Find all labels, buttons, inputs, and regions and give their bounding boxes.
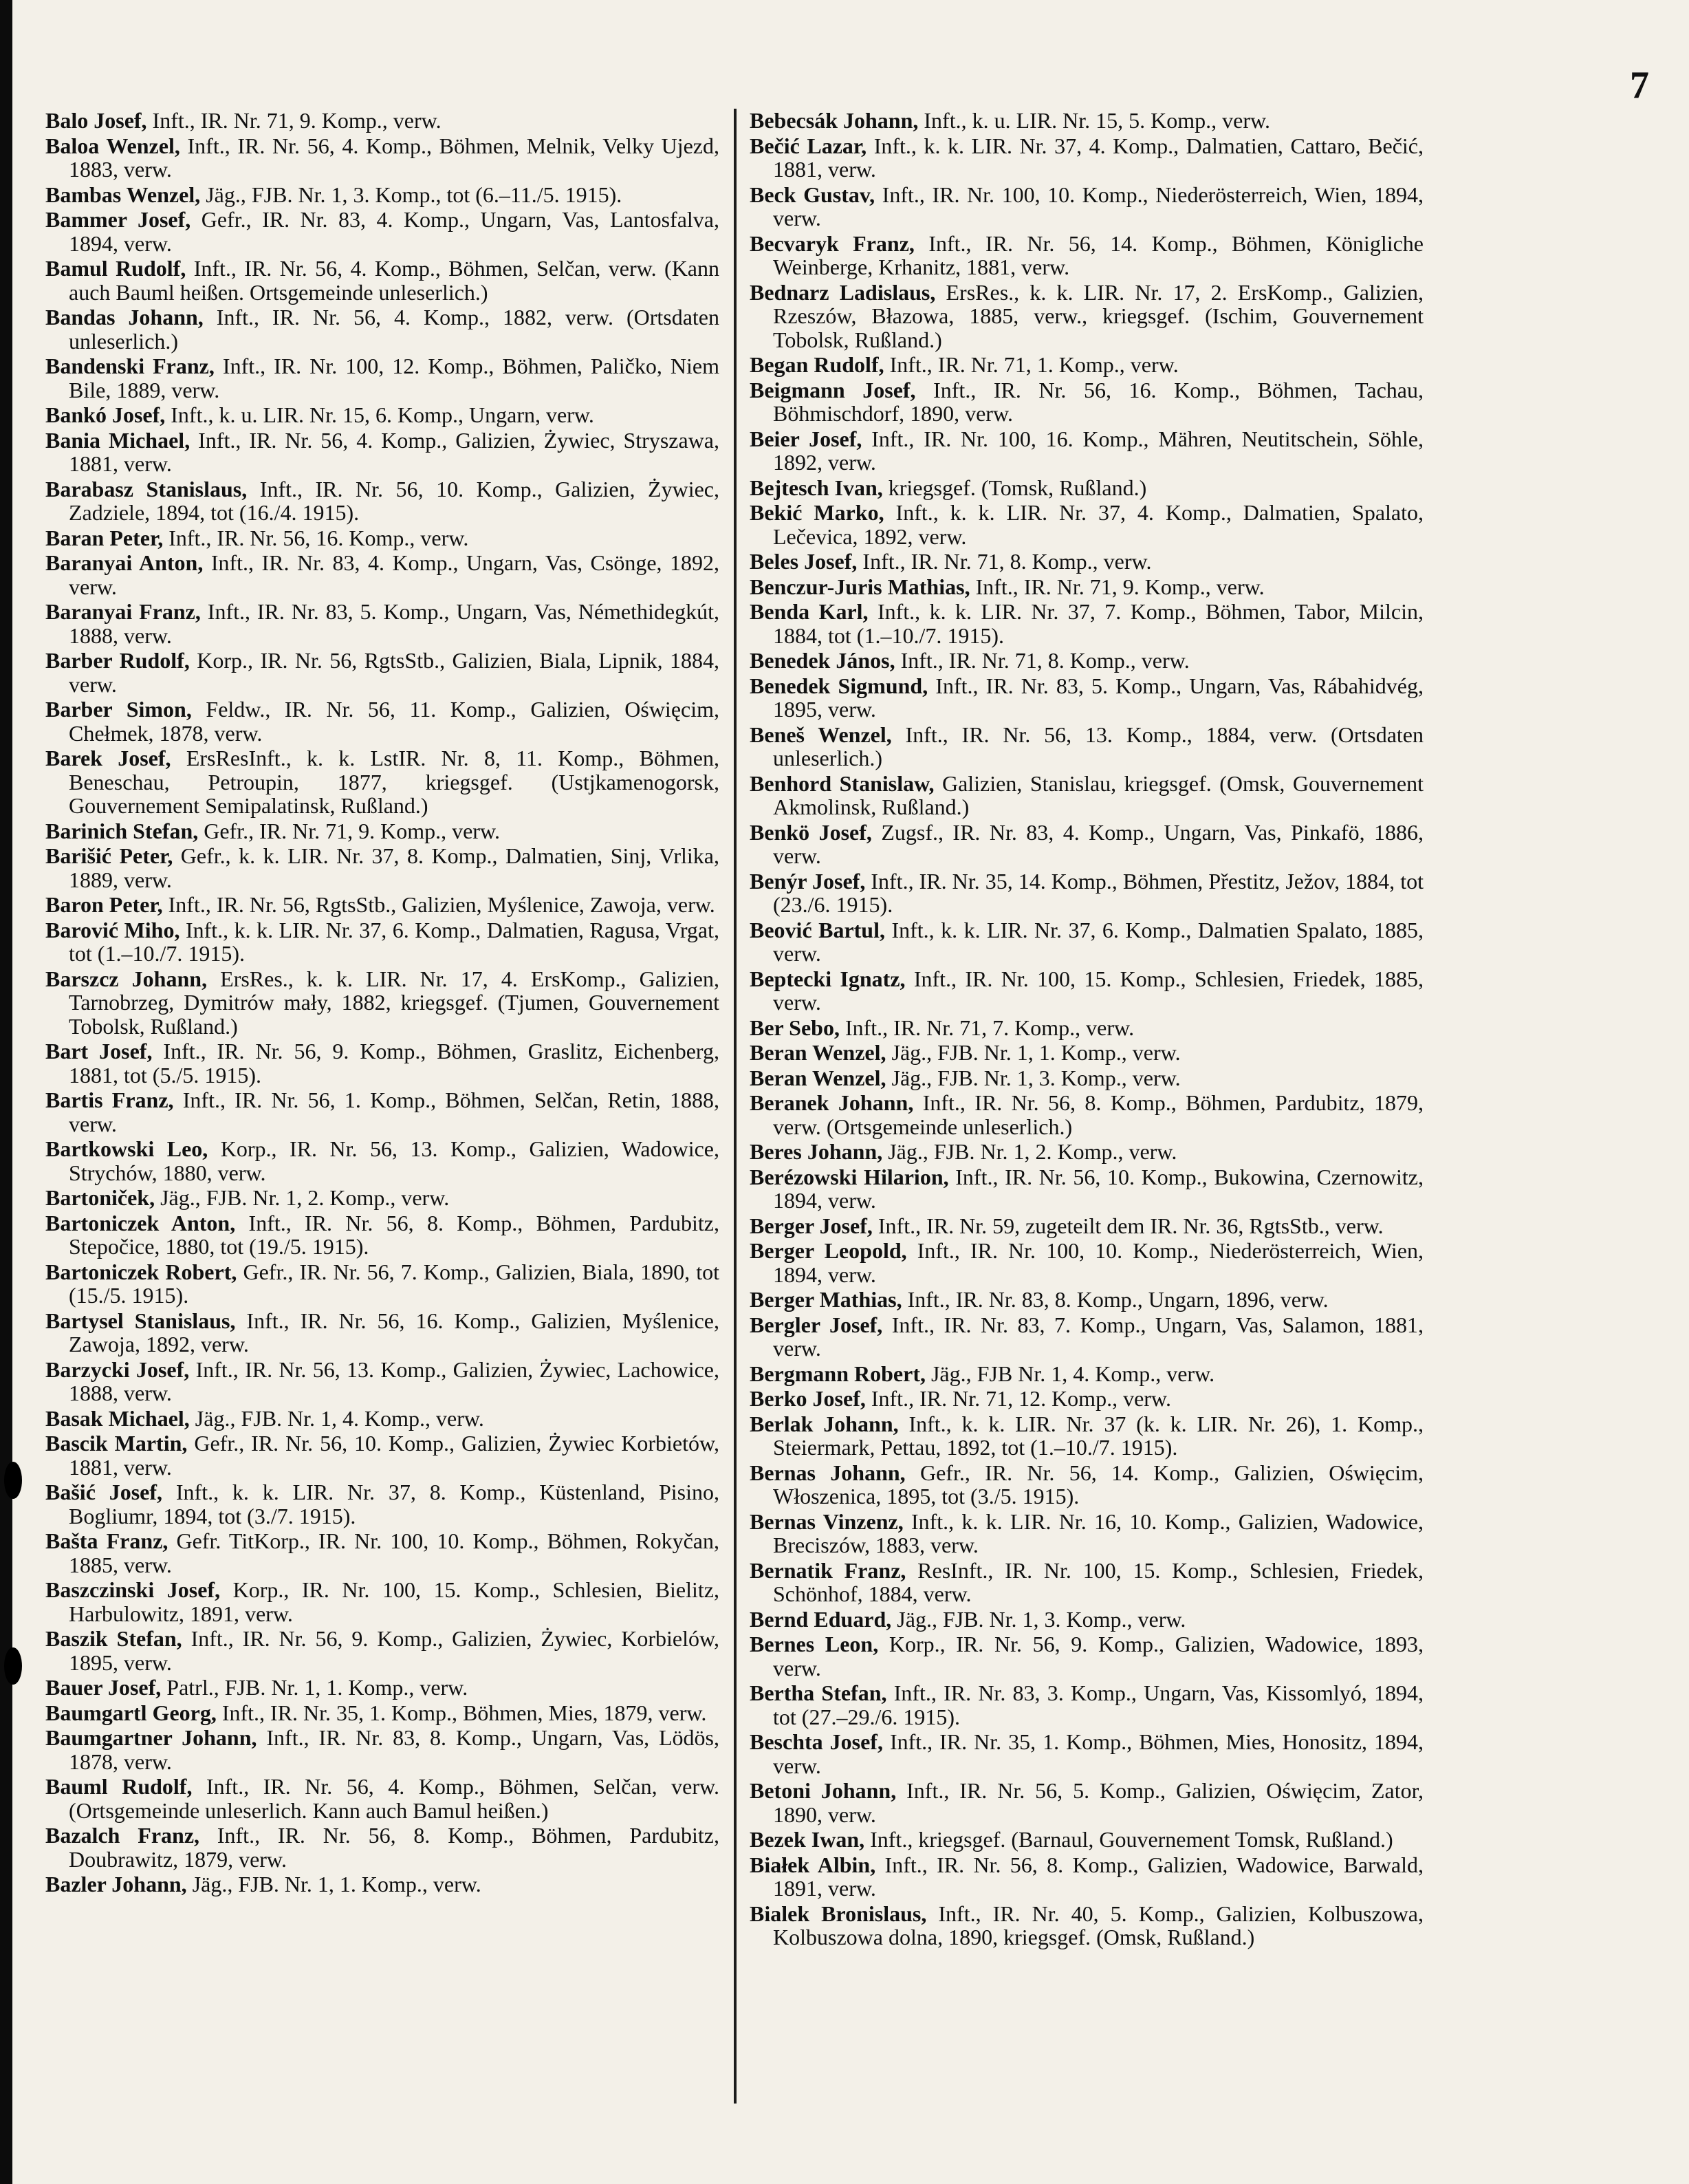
entry-details: Inft., IR. Nr. 56, 4. Komp., Böhmen, Melnik, Velky Ujezd, 1883, verw. (69, 133, 720, 182)
entry-details: ErsRes., k. k. LIR. Nr. 17, 2. ErsKomp., Galizien, Rzeszów, Błazowa, 1885, verw., kriegsgef. (Ischim, Gouvernement Tobolsk, Rußland.) (773, 279, 1424, 352)
casualty-entry (45, 1775, 719, 1822)
entry-name: Barber Rudolf, (45, 648, 190, 673)
entry-name: Bečić Lazar, (750, 133, 867, 158)
entry-name: Baumgartner Johann, (45, 1725, 257, 1750)
entry-details: Inft., IR. Nr. 35, 14. Komp., Böhmen, Přestitz, Ježov, 1884, tot (23./6. 1915). (773, 868, 1424, 917)
casualty-entry (750, 476, 1424, 500)
casualty-entry (45, 305, 719, 353)
entry-name: Bartoniczek Robert, (45, 1259, 237, 1284)
entry-details: Korp., IR. Nr. 100, 15. Komp., Schlesien, Bielitz, Harbulowitz, 1891, verw. (69, 1577, 720, 1626)
entry-details: Inft., IR. Nr. 100, 16. Komp., Mähren, Neutitschein, Söhle, 1892, verw. (773, 426, 1424, 475)
casualty-entry (45, 1726, 719, 1773)
entry-details: Inft., IR. Nr. 71, 9. Komp., verw. (970, 574, 1265, 599)
casualty-entry (45, 1260, 719, 1308)
casualty-entry (750, 1730, 1424, 1777)
entry-name: Bambas Wenzel, (45, 182, 201, 207)
entry-details: Inft., k. k. LIR. Nr. 16, 10. Komp., Galizien, Wadowice, Breciszów, 1883, verw. (773, 1509, 1424, 1557)
entry-name: Becvaryk Franz, (750, 230, 915, 256)
entry-details: ErsRes., k. k. LIR. Nr. 17, 4. ErsKomp., Galizien, Tarnobrzeg, Dymitrów mały, 1882, kriegsgef. (Tjumen, Gouvernement Tobolsk, Rußland.) (69, 966, 720, 1039)
entry-name: Bednarz Ladislaus, (750, 279, 936, 305)
casualty-entry (45, 698, 719, 745)
entry-details: Inft., IR. Nr. 56, 10. Komp., Bukowina, Czernowitz, 1894, verw. (773, 1164, 1424, 1213)
casualty-entry (750, 1288, 1424, 1312)
casualty-entry (750, 869, 1424, 917)
entry-name: Barović Miho, (45, 917, 180, 942)
casualty-entry (45, 1407, 719, 1431)
casualty-entry (750, 1313, 1424, 1361)
casualty-entry (750, 1387, 1424, 1411)
casualty-entry (45, 1431, 719, 1479)
entry-name: Baumgartl Georg, (45, 1700, 217, 1725)
casualty-entry (45, 1578, 719, 1625)
casualty-entry (750, 821, 1424, 868)
entry-name: Barinich Stefan, (45, 818, 199, 843)
entry-name: Berger Josef, (750, 1213, 873, 1238)
entry-name: Bazalch Franz, (45, 1823, 200, 1848)
entry-name: Bandas Johann, (45, 305, 204, 329)
entry-name: Bandenski Franz, (45, 354, 215, 378)
entry-name: Benkö Josef, (750, 819, 872, 845)
entry-details: ErsResInft., k. k. LstIR. Nr. 8, 11. Komp., Böhmen, Beneschau, Petroupin, 1877, kriegsgef. (Ustjkamenogorsk, Gouvernement Semipalatinsk, Rußland.) (69, 746, 720, 818)
left-column (45, 109, 719, 1898)
entry-name: Barzycki Josef, (45, 1356, 190, 1382)
entry-details: Gefr., IR. Nr. 83, 4. Komp., Ungarn, Vas, Lantosfalva, 1894, verw. (69, 207, 719, 256)
entry-details: Korp., IR. Nr. 56, RgtsStb., Galizien, Biala, Lipnik, 1884, verw. (69, 648, 720, 697)
casualty-entry (750, 1091, 1424, 1138)
entry-details: Inft., IR. Nr. 56, 4. Komp., Galizien, Żywiec, Stryszawa, 1881, verw. (69, 427, 720, 476)
casualty-entry (750, 1608, 1424, 1632)
entry-name: Bartoniczek Anton, (45, 1210, 236, 1235)
casualty-entry (45, 403, 719, 427)
casualty-entry (45, 183, 719, 207)
casualty-entry (750, 281, 1424, 352)
casualty-entry (45, 1309, 719, 1356)
entry-details: Inft., IR. Nr. 71, 7. Komp., verw. (839, 1015, 1135, 1040)
entry-name: Berger Mathias, (750, 1287, 902, 1312)
entry-details: Inft., k. k. LIR. Nr. 37, 6. Komp., Dalmatien Spalato, 1885, verw. (773, 917, 1424, 966)
casualty-entry (750, 1214, 1424, 1238)
casualty-entry (45, 1824, 719, 1871)
casualty-entry (750, 1902, 1424, 1949)
casualty-entry (750, 1362, 1424, 1386)
entry-details: Inft., IR. Nr. 100, 12. Komp., Böhmen, Paličko, Niem Bile, 1889, verw. (69, 354, 720, 402)
casualty-entry (750, 550, 1424, 574)
entry-name: Bejtesch Ivan, (750, 475, 883, 500)
entry-details: Inft., IR. Nr. 56, 4. Komp., Böhmen, Selčan, verw. (Ortsgemeinde unleserlich. Kann auch Bamul heißen.) (69, 1774, 720, 1823)
entry-details: Inft., IR. Nr. 83, 8. Komp., Ungarn, 1896, verw. (902, 1287, 1329, 1312)
entry-name: Bauer Josef, (45, 1675, 162, 1700)
entry-details: Gefr., IR. Nr. 56, 7. Komp., Galizien, Biala, 1890, tot (15./5. 1915). (69, 1259, 720, 1308)
entry-name: Bartkowski Leo, (45, 1136, 208, 1161)
casualty-entry (750, 1412, 1424, 1460)
casualty-entry (750, 1016, 1424, 1040)
entry-name: Benýr Josef, (750, 868, 866, 894)
entry-name: Beier Josef, (750, 426, 862, 451)
binding-mark (4, 1647, 22, 1685)
casualty-entry (45, 1872, 719, 1896)
entry-name: Beptecki Ignatz, (750, 966, 906, 991)
casualty-entry (45, 967, 719, 1039)
casualty-entry (45, 1627, 719, 1674)
entry-details: Inft., kriegsgef. (Barnaul, Gouvernement Tomsk, Rußland.) (864, 1827, 1393, 1852)
entry-name: Basak Michael, (45, 1405, 190, 1431)
entry-details: Inft., IR. Nr. 59, zugeteilt dem IR. Nr. 36, RgtsStb., verw. (872, 1213, 1384, 1238)
casualty-entry (45, 893, 719, 917)
entry-details: Inft., IR. Nr. 35, 1. Komp., Böhmen, Mies, 1879, verw. (216, 1700, 707, 1725)
entry-name: Bamul Rudolf, (45, 256, 186, 281)
entry-details: Inft., k. u. LIR. Nr. 15, 5. Komp., verw. (918, 108, 1271, 133)
entry-name: Beles Josef, (750, 549, 858, 574)
entry-details: Inft., IR. Nr. 56, 16. Komp., verw. (163, 525, 469, 550)
entry-details: kriegsgef. (Tomsk, Rußland.) (882, 475, 1147, 500)
entry-name: Beck Gustav, (750, 182, 875, 207)
entry-details: Inft., IR. Nr. 100, 10. Komp., Niederösterreich, Wien, 1894, verw. (773, 182, 1424, 230)
entry-name: Bebecsák Johann, (750, 108, 919, 133)
entry-details: Jäg., FJB. Nr. 1, 2. Komp., verw. (155, 1185, 450, 1210)
entry-name: Bart Josef, (45, 1039, 153, 1063)
entry-name: Bašta Franz, (45, 1528, 168, 1553)
entry-name: Bezek Iwan, (750, 1827, 865, 1852)
entry-details: Jäg., FJB. Nr. 1, 1. Komp., verw. (886, 1040, 1181, 1065)
casualty-entry (750, 183, 1424, 230)
casualty-entry (750, 1559, 1424, 1606)
casualty-entry (750, 378, 1424, 426)
entry-details: Inft., IR. Nr. 56, 1. Komp., Böhmen, Selčan, Retin, 1888, verw. (69, 1088, 720, 1136)
entry-name: Baloa Wenzel, (45, 133, 180, 158)
casualty-entry (750, 1140, 1424, 1164)
entry-name: Baszik Stefan, (45, 1626, 182, 1651)
entry-name: Baron Peter, (45, 892, 163, 917)
casualty-entry (750, 1461, 1424, 1509)
entry-name: Beran Wenzel, (750, 1040, 886, 1065)
entry-name: Beneš Wenzel, (750, 722, 892, 747)
casualty-entry (750, 232, 1424, 279)
entry-details: Inft., IR. Nr. 56, 9. Komp., Galizien, Żywiec, Korbielów, 1895, verw. (69, 1626, 720, 1675)
casualty-entry (45, 526, 719, 550)
entry-name: Bertha Stefan, (750, 1680, 887, 1705)
entry-name: Bauml Rudolf, (45, 1774, 193, 1799)
entry-name: Berko Josef, (750, 1386, 866, 1411)
entry-name: Bascik Martin, (45, 1431, 188, 1456)
entry-details: Zugsf., IR. Nr. 83, 4. Komp., Ungarn, Vas, Pinkafö, 1886, verw. (773, 819, 1424, 868)
casualty-entry (750, 1165, 1424, 1213)
casualty-entry (45, 429, 719, 476)
entry-name: Barszcz Johann, (45, 966, 208, 991)
entry-details: Inft., IR. Nr. 56, 8. Komp., Böhmen, Pardubitz, Stepočice, 1880, tot (19./5. 1915). (69, 1210, 720, 1259)
entry-name: Bazler Johann, (45, 1872, 187, 1896)
entry-name: Bartysel Stanislaus, (45, 1308, 236, 1333)
entry-details: Inft., IR. Nr. 56, 14. Komp., Böhmen, Königliche Weinberge, Krhanitz, 1881, verw. (773, 230, 1424, 279)
casualty-entry (45, 109, 719, 133)
entry-name: Benhord Stanislaw, (750, 770, 935, 796)
entry-details: Inft., IR. Nr. 56, 13. Komp., 1884, verw. (Ortsdaten unleserlich.) (773, 722, 1424, 770)
entry-name: Bernes Leon, (750, 1632, 879, 1656)
entry-details: Inft., IR. Nr. 83, 8. Komp., Ungarn, Vas, Lödös, 1878, verw. (69, 1725, 720, 1774)
entry-name: Beranek Johann, (750, 1090, 914, 1115)
entry-details: Jäg., FJB. Nr. 1, 4. Komp., verw. (189, 1405, 484, 1431)
casualty-entry (750, 649, 1424, 673)
casualty-entry (750, 772, 1424, 819)
entry-name: Bašić Josef, (45, 1480, 163, 1504)
entry-name: Barber Simon, (45, 697, 192, 722)
entry-name: Barek Josef, (45, 746, 171, 770)
casualty-entry (750, 575, 1424, 599)
entry-name: Bania Michael, (45, 427, 190, 453)
entry-details: Inft., IR. Nr. 56, RgtsStb., Galizien, Myślenice, Zawoja, verw. (162, 892, 715, 917)
casualty-entry (45, 477, 719, 525)
right-column (750, 109, 1424, 1951)
casualty-entry (45, 819, 719, 843)
entry-name: Bartoniček, (45, 1185, 155, 1210)
entry-details: Inft., IR. Nr. 56, 4. Komp., Böhmen, Selčan, verw. (Kann auch Bauml heißen. Ortsgemeinde unleserlich.) (69, 256, 720, 305)
entry-details: Inft., IR. Nr. 83, 5. Komp., Ungarn, Vas, Rábahidvég, 1895, verw. (773, 673, 1424, 722)
entry-name: Betoni Johann, (750, 1778, 897, 1803)
entry-details: ResInft., IR. Nr. 100, 15. Komp., Schlesien, Friedek, Schönhof, 1884, verw. (773, 1557, 1424, 1606)
entry-details: Inft., IR. Nr. 56, 4. Komp., 1882, verw. (Ortsdaten unleserlich.) (69, 305, 720, 354)
casualty-entry (45, 1358, 719, 1405)
entry-name: Baranyai Anton, (45, 550, 204, 575)
entry-name: Baranyai Franz, (45, 599, 201, 624)
casualty-entry (750, 1632, 1424, 1680)
entry-name: Beran Wenzel, (750, 1065, 886, 1090)
casualty-entry (45, 1480, 719, 1528)
entry-details: Galizien, Stanislau, kriegsgef. (Omsk, Gouvernement Akmolinsk, Rußland.) (773, 770, 1424, 819)
entry-details: Gefr., IR. Nr. 56, 10. Komp., Galizien, Żywiec Korbietów, 1881, verw. (69, 1431, 720, 1480)
entry-name: Barišić Peter, (45, 843, 173, 868)
entry-name: Benedek Sigmund, (750, 673, 928, 698)
entry-name: Bammer Josef, (45, 207, 191, 232)
entry-details: Korp., IR. Nr. 56, 13. Komp., Galizien, Wadowice, Strychów, 1880, verw. (69, 1136, 720, 1185)
entry-details: Jäg., FJB. Nr. 1, 3. Komp., verw. (886, 1065, 1181, 1090)
entry-name: Bernatik Franz, (750, 1557, 906, 1583)
entry-name: Berézowski Hilarion, (750, 1164, 949, 1189)
entry-name: Began Rudolf, (750, 352, 884, 377)
entry-name: Bernd Eduard, (750, 1606, 892, 1632)
casualty-entry (45, 918, 719, 966)
casualty-entry (750, 1041, 1424, 1065)
entry-details: Inft., IR. Nr. 56, 10. Komp., Galizien, Żywiec, Zadziele, 1894, tot (16./4. 1915). (69, 476, 720, 525)
entry-details: Inft., IR. Nr. 100, 10. Komp., Niederösterreich, Wien, 1894, verw. (773, 1238, 1424, 1287)
entry-details: Inft., IR. Nr. 71, 12. Komp., verw. (865, 1386, 1171, 1411)
entry-details: Jäg., FJB. Nr. 1, 3. Komp., verw. (891, 1606, 1186, 1632)
entry-details: Inft., IR. Nr. 83, 7. Komp., Ungarn, Vas, Salamon, 1881, verw. (773, 1312, 1424, 1361)
casualty-entry (750, 674, 1424, 722)
entry-details: Inft., IR. Nr. 56, 13. Komp., Galizien, Żywiec, Lachowice, 1888, verw. (69, 1356, 720, 1405)
entry-name: Baran Peter, (45, 525, 164, 550)
entry-details: Inft., k. k. LIR. Nr. 37, 4. Komp., Dalmatien, Spalato, Lečevica, 1892, verw. (773, 500, 1424, 549)
casualty-entry (45, 257, 719, 304)
entry-details: Inft., IR. Nr. 83, 4. Komp., Ungarn, Vas, Csönge, 1892, verw. (69, 550, 720, 599)
entry-details: Inft., IR. Nr. 35, 1. Komp., Böhmen, Mies, Honositz, 1894, verw. (773, 1729, 1424, 1778)
entry-details: Korp., IR. Nr. 56, 9. Komp., Galizien, Wadowice, 1893, verw. (773, 1632, 1424, 1680)
casualty-entry (45, 600, 719, 647)
entry-details: Inft., IR. Nr. 40, 5. Komp., Galizien, Kolbuszowa, Kolbuszowa dolna, 1890, kriegsgef. (Omsk, Rußland.) (773, 1901, 1424, 1949)
entry-name: Berger Leopold, (750, 1238, 907, 1263)
casualty-entry (45, 844, 719, 891)
entry-details: Jäg., FJB. Nr. 1, 3. Komp., tot (6.–11./5. 1915). (200, 182, 622, 207)
entry-details: Inft., k. u. LIR. Nr. 15, 6. Komp., Ungarn, verw. (165, 402, 594, 427)
entry-details: Inft., IR. Nr. 56, 16. Komp., Böhmen, Tachau, Böhmischdorf, 1890, verw. (773, 377, 1424, 426)
casualty-entry (45, 134, 719, 182)
casualty-entry (750, 109, 1424, 133)
entry-name: Beović Bartul, (750, 917, 885, 942)
casualty-entry (45, 1039, 719, 1087)
casualty-entry (750, 353, 1424, 377)
entry-details: Gefr., k. k. LIR. Nr. 37, 8. Komp., Dalmatien, Sinj, Vrlika, 1889, verw. (69, 843, 719, 892)
entry-name: Bergmann Robert, (750, 1361, 926, 1386)
entry-name: Bankó Josef, (45, 402, 166, 427)
casualty-entry (750, 1239, 1424, 1286)
casualty-entry (45, 1701, 719, 1725)
casualty-entry (750, 723, 1424, 770)
casualty-entry (45, 1186, 719, 1210)
entry-details: Inft., IR. Nr. 56, 8. Komp., Böhmen, Pardubitz, 1879, verw. (Ortsgemeinde unleserlich.) (773, 1090, 1424, 1139)
casualty-entry (750, 1828, 1424, 1852)
entry-details: Inft., IR. Nr. 71, 9. Komp., verw. (146, 108, 442, 133)
page-number: 7 (1630, 64, 1649, 107)
casualty-entry (45, 1088, 719, 1136)
entry-details: Inft., IR. Nr. 83, 3. Komp., Ungarn, Vas, Kissomlyó, 1894, tot (27.–29./6. 1915). (773, 1680, 1424, 1729)
entry-name: Bartis Franz, (45, 1088, 174, 1112)
casualty-entry (45, 649, 719, 696)
casualty-entry (45, 208, 719, 255)
entry-name: Bekić Marko, (750, 500, 884, 525)
entry-details: Inft., k. k. LIR. Nr. 37, 4. Komp., Dalmatien, Cattaro, Bečić, 1881, verw. (773, 133, 1424, 182)
casualty-entry (750, 1853, 1424, 1901)
entry-details: Feldw., IR. Nr. 56, 11. Komp., Galizien, Oświęcim, Chełmek, 1878, verw. (69, 697, 720, 746)
casualty-entry (750, 134, 1424, 182)
entry-details: Jäg., FJB. Nr. 1, 2. Komp., verw. (882, 1139, 1177, 1164)
entry-details: Inft., IR. Nr. 56, 16. Komp., Galizien, Myślenice, Zawoja, 1892, verw. (69, 1308, 720, 1356)
casualty-entry (45, 1137, 719, 1185)
entry-details: Inft., IR. Nr. 100, 15. Komp., Schlesien, Friedek, 1885, verw. (773, 966, 1424, 1015)
entry-name: Bernas Vinzenz, (750, 1509, 904, 1534)
entry-details: Inft., IR. Nr. 56, 9. Komp., Böhmen, Graslitz, Eichenberg, 1881, tot (5./5. 1915). (69, 1039, 720, 1088)
entry-name: Balo Josef, (45, 108, 147, 133)
entry-details: Inft., k. k. LIR. Nr. 37 (k. k. LIR. Nr. 26), 1. Komp., Steiermark, Pettau, 1892, tot (1.–10./7. 1915). (773, 1411, 1424, 1460)
casualty-entry (45, 1211, 719, 1259)
entry-name: Białek Albin, (750, 1852, 876, 1877)
entry-name: Beigmann Josef, (750, 377, 916, 402)
entry-name: Bernas Johann, (750, 1460, 906, 1485)
casualty-entry (750, 1066, 1424, 1090)
entry-details: Inft., IR. Nr. 56, 8. Komp., Böhmen, Pardubitz, Doubrawitz, 1879, verw. (69, 1823, 720, 1872)
entry-details: Inft., IR. Nr. 71, 1. Komp., verw. (884, 352, 1179, 377)
entry-name: Beschta Josef, (750, 1729, 883, 1754)
entry-details: Jäg., FJB. Nr. 1, 1. Komp., verw. (186, 1872, 481, 1896)
casualty-entry (45, 551, 719, 598)
entry-details: Inft., IR. Nr. 56, 8. Komp., Galizien, Wadowice, Barwald, 1891, verw. (773, 1852, 1424, 1901)
casualty-entry (750, 501, 1424, 548)
casualty-entry (750, 1510, 1424, 1557)
entry-name: Beres Johann, (750, 1139, 883, 1164)
entry-details: Patrl., FJB. Nr. 1, 1. Komp., verw. (161, 1675, 468, 1700)
casualty-entry (750, 427, 1424, 475)
casualty-entry (45, 1529, 719, 1577)
entry-details: Gefr., IR. Nr. 56, 14. Komp., Galizien, Oświęcim, Włoszenica, 1895, tot (3./5. 1915). (773, 1460, 1424, 1509)
casualty-entry (750, 1779, 1424, 1826)
entry-details: Inft., IR. Nr. 71, 8. Komp., verw. (895, 648, 1190, 673)
entry-name: Benda Karl, (750, 599, 869, 624)
casualty-entry (750, 600, 1424, 647)
entry-name: Bergler Josef, (750, 1312, 883, 1337)
casualty-entry (750, 967, 1424, 1015)
casualty-entry (45, 1676, 719, 1700)
entry-details: Jäg., FJB Nr. 1, 4. Komp., verw. (925, 1361, 1215, 1386)
entry-details: Inft., IR. Nr. 71, 8. Komp., verw. (857, 549, 1152, 574)
entry-details: Inft., k. k. LIR. Nr. 37, 7. Komp., Böhmen, Tabor, Milcin, 1884, tot (1.–10./7. 1915). (773, 599, 1424, 648)
entry-details: Inft., k. k. LIR. Nr. 37, 6. Komp., Dalmatien, Ragusa, Vrgat, tot (1.–10./7. 1915). (69, 917, 720, 966)
entry-name: Benedek János, (750, 648, 895, 673)
entry-name: Benczur-Juris Mathias, (750, 574, 970, 599)
casualty-entry (750, 918, 1424, 966)
casualty-entry (45, 354, 719, 402)
entry-details: Gefr., IR. Nr. 71, 9. Komp., verw. (198, 818, 500, 843)
entry-details: Inft., IR. Nr. 83, 5. Komp., Ungarn, Vas, Némethidegkút, 1888, verw. (69, 599, 720, 648)
casualty-entry (750, 1681, 1424, 1729)
entry-name: Berlak Johann, (750, 1411, 899, 1436)
entry-name: Baszczinski Josef, (45, 1577, 221, 1602)
entry-name: Bialek Bronislaus, (750, 1901, 927, 1926)
entry-name: Barabasz Stanislaus, (45, 476, 248, 501)
casualty-entry (45, 746, 719, 818)
binding-edge (0, 0, 12, 2184)
binding-mark (4, 1462, 22, 1499)
column-divider (734, 109, 737, 2104)
entry-name: Ber Sebo, (750, 1015, 840, 1040)
entry-details: Gefr. TitKorp., IR. Nr. 100, 10. Komp., Böhmen, Rokyčan, 1885, verw. (69, 1528, 720, 1577)
entry-details: Inft., IR. Nr. 56, 5. Komp., Galizien, Oświęcim, Zator, 1890, verw. (773, 1778, 1424, 1827)
entry-details: Inft., k. k. LIR. Nr. 37, 8. Komp., Küstenland, Pisino, Bogliumr, 1894, tot (3./7. 1915). (69, 1480, 720, 1528)
